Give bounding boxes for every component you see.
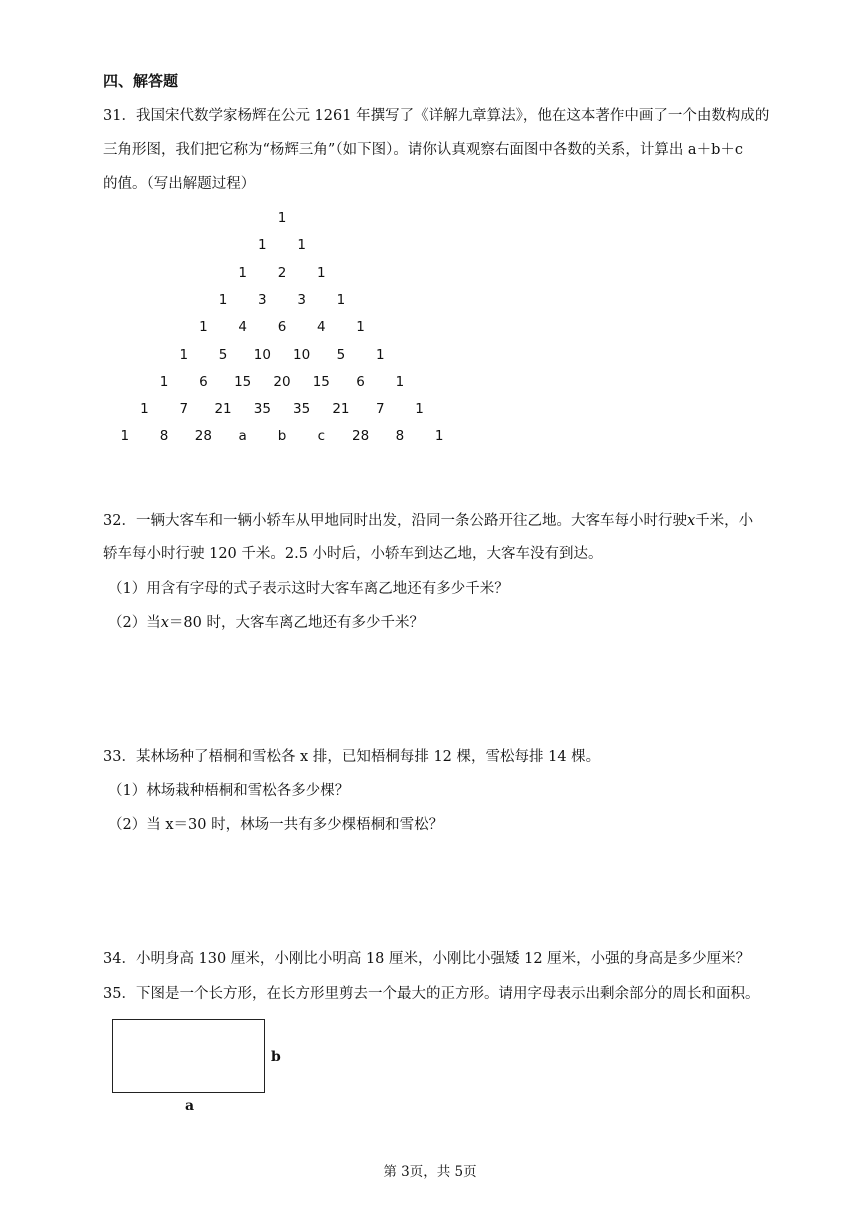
triangle-number: c <box>317 428 326 445</box>
triangle-row <box>0 292 860 312</box>
triangle-row <box>0 401 860 421</box>
triangle-number: 1 <box>159 373 169 390</box>
q32-text-b: 千米，小 <box>695 513 754 529</box>
triangle-number: 1 <box>140 401 149 418</box>
triangle-row <box>0 374 860 394</box>
q31-line-2: 三角形图，我们把它称为“杨辉三角”（如下图）。请你认真观察右面图中各数的关系，计算出 a＋b＋c <box>103 142 743 158</box>
triangle-number: 35 <box>293 401 311 418</box>
triangle-number: 6 <box>277 319 287 336</box>
triangle-number: 1 <box>336 291 346 308</box>
triangle-number: 1 <box>434 428 444 445</box>
triangle-number: b <box>277 428 287 445</box>
triangle-number: 6 <box>199 373 208 390</box>
triangle-number: a <box>238 428 247 445</box>
triangle-number: 1 <box>317 264 326 281</box>
triangle-number: 7 <box>179 401 189 418</box>
triangle-number: 3 <box>258 291 267 308</box>
triangle-number: 20 <box>273 373 291 390</box>
q32-line-2: 轿车每小时行驶 120 千米。2.5 小时后，小轿车到达乙地，大客车没有到达。 <box>103 546 603 562</box>
triangle-row <box>0 237 860 257</box>
triangle-number: 1 <box>258 237 267 254</box>
page-footer: 第 3页，共 5页 <box>383 1164 477 1180</box>
q32-sub-1: （1）用含有字母的式子表示这时大客车离乙地还有多少千米？ <box>108 581 509 597</box>
q33-sub-2: （2）当 x＝30 时，林场一共有多少棵梧桐和雪松？ <box>108 817 444 833</box>
triangle-number: 15 <box>312 373 330 390</box>
triangle-number: 21 <box>332 401 350 418</box>
triangle-number: 1 <box>218 291 228 308</box>
triangle-number: 1 <box>395 373 405 390</box>
rectangle-label-a: a <box>185 1098 195 1114</box>
triangle-number: 8 <box>159 428 169 445</box>
triangle-number: 1 <box>277 210 287 226</box>
triangle-number: 1 <box>415 401 424 418</box>
triangle-number: 4 <box>317 319 326 336</box>
q32-sub-2-text-a: （2）当 <box>108 615 161 631</box>
q32-line-1 <box>103 509 753 530</box>
section-title: 四、解答题 <box>103 72 179 90</box>
triangle-number: 1 <box>356 319 365 336</box>
triangle-number: 5 <box>336 346 346 363</box>
triangle-number: 3 <box>297 291 306 308</box>
triangle-number: 7 <box>375 401 385 418</box>
q32-text-a: 32．一辆大客车和一辆小轿车从甲地同时出发，沿同一条公路开往乙地。大客车每小时行驶 <box>103 513 687 529</box>
q33-sub-1: （1）林场栽种梧桐和雪松各多少棵？ <box>108 783 350 799</box>
triangle-number: 1 <box>199 319 208 336</box>
triangle-number: 28 <box>352 428 370 445</box>
triangle-number: 1 <box>120 428 130 445</box>
triangle-number: 28 <box>194 428 212 445</box>
q31-line-1: 31．我国宋代数学家杨辉在公元 1261 年撰写了《详解九章算法》，他在这本著作中画了一个由数构成的 <box>103 108 770 124</box>
q32-sub-2-variable: x <box>160 615 169 631</box>
rectangle-figure <box>112 1019 265 1093</box>
triangle-number: 10 <box>253 346 271 363</box>
triangle-number: 1 <box>238 264 247 281</box>
triangle-number: 35 <box>253 401 271 418</box>
triangle-row <box>0 265 860 285</box>
triangle-number: 10 <box>293 346 311 363</box>
triangle-number: 5 <box>218 346 228 363</box>
triangle-number: 1 <box>375 346 385 363</box>
triangle-number: 1 <box>297 237 306 254</box>
triangle-row <box>0 347 860 367</box>
triangle-number: 8 <box>395 428 405 445</box>
triangle-number: 4 <box>238 319 247 336</box>
triangle-row <box>0 210 860 230</box>
triangle-number: 21 <box>214 401 232 418</box>
triangle-number: 2 <box>277 264 287 281</box>
q34-line-1: 34．小明身高 130 厘米，小刚比小明高 18 厘米，小刚比小强矮 12 厘米，小强的身高是多少厘米？ <box>103 951 751 967</box>
triangle-row <box>0 319 860 339</box>
q35-line-1: 35．下图是一个长方形，在长方形里剪去一个最大的正方形。请用字母表示出剩余部分的周长和面积。 <box>103 986 760 1002</box>
q32-variable: x <box>686 513 696 529</box>
rectangle-label-b: b <box>271 1049 281 1065</box>
q32-sub-2 <box>108 611 424 632</box>
q33-line-1: 33．某林场种了梧桐和雪松各 x 排，已知梧桐每排 12 棵，雪松每排 14 棵。 <box>103 749 601 765</box>
triangle-number: 15 <box>234 373 252 390</box>
q31-line-3: 的值。（写出解题过程） <box>103 176 256 192</box>
q32-sub-2-text-b: ＝80 时，大客车离乙地还有多少千米？ <box>168 615 424 631</box>
triangle-row <box>0 428 860 448</box>
triangle-number: 1 <box>179 346 189 363</box>
triangle-number: 6 <box>356 373 365 390</box>
